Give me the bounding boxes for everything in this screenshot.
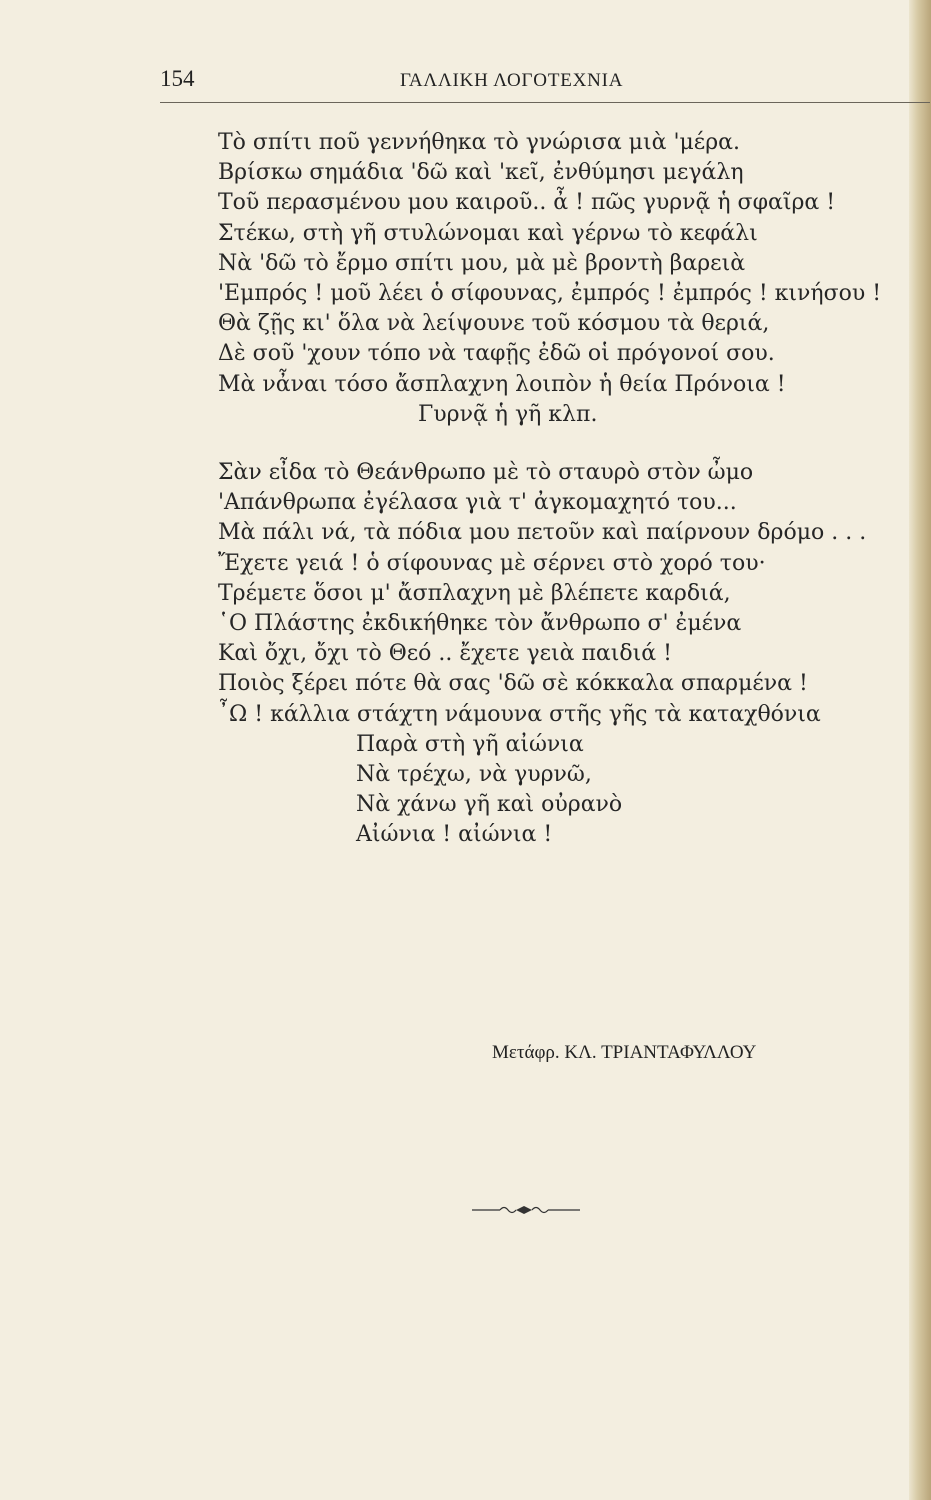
poem-line: Στέκω, στὴ γῆ στυλώνομαι καὶ γέρνω τὸ κεφάλι: [218, 220, 758, 246]
page-number: 154: [160, 66, 195, 91]
refrain-line: Γυρνᾷ ἡ γῆ κλπ.: [418, 401, 598, 427]
closing-line: Νὰ χάνω γῆ καὶ οὐρανὸ: [356, 792, 623, 818]
stanza-2: [218, 458, 918, 851]
header-rule: [160, 102, 930, 103]
poem-line: Μὰ πάλι νά, τὰ πόδια μου πετοῦν καὶ παίρνουν δρόμο . . .: [218, 520, 867, 546]
poem-line: 'Εμπρός ! μοῦ λέει ὁ σίφουνας, ἐμπρός ! ἐμπρός ! κινήσου !: [218, 281, 882, 307]
poem-line: 'Απάνθρωπα ἐγέλασα γιὰ τ' ἀγκομαχητό του...: [218, 490, 737, 516]
poem-line: Δὲ σοῦ 'χουν τόπο νὰ ταφῇς ἐδῶ οἱ πρόγονοί σου.: [218, 341, 775, 367]
poem-line: Τὸ σπίτι ποῦ γεννήθηκα τὸ γνώρισα μιὰ 'μέρα.: [218, 130, 740, 155]
poem-line: ῏Ω ! κάλλια στάχτη νάμουνα στῆς γῆς τὰ καταχθόνια: [218, 701, 821, 727]
poem-line: Τοῦ περασμένου μου καιροῦ.. ἆ ! πῶς γυρνᾷ ἡ σφαῖρα !: [218, 190, 836, 216]
closing-line: Νὰ τρέχω, νὰ γυρνῶ,: [356, 762, 592, 788]
poem-line: Θὰ ζῇς κι' ὅλα νὰ λείψουνε τοῦ κόσμου τὰ θεριά,: [218, 311, 770, 337]
poem-line: Βρίσκω σημάδια 'δῶ καὶ 'κεῖ, ἐνθύμησι μεγάλη: [218, 160, 744, 186]
stanza-1: [218, 128, 918, 430]
poem-line: ῾Ο Πλάστης ἐκδικήθηκε τὸν ἄνθρωπο σ' ἐμένα: [218, 611, 742, 637]
translator-credit: Μετάφρ. ΚΛ. ΤΡΙΑΝΤΑΦΥΛΛΟΥ: [492, 1042, 757, 1063]
poem: [218, 128, 918, 851]
closing-line: Παρὰ στὴ γῆ αἰώνια: [356, 731, 584, 757]
poem-line: Ἔχετε γειά ! ὁ σίφουνας μὲ σέρνει στὸ χορό του·: [218, 550, 766, 576]
closing-line: Αἰώνια ! αἰώνια !: [356, 822, 553, 848]
poem-line: Καὶ ὄχι, ὄχι τὸ Θεό .. ἔχετε γειὰ παιδιά !: [218, 641, 672, 667]
poem-line: Ποιὸς ξέρει πότε θὰ σας 'δῶ σὲ κόκκαλα σπαρμένα !: [218, 671, 808, 697]
page-header: [160, 66, 930, 106]
poem-line: Νὰ 'δῶ τὸ ἔρμο σπίτι μου, μὰ μὲ βροντὴ βαρειὰ: [218, 250, 746, 276]
poem-line: Σὰν εἶδα τὸ Θεάνθρωπο μὲ τὸ σταυρὸ στὸν ὦμο: [218, 460, 754, 486]
running-title: ΓΑΛΛΙΚΗ ΛΟΓΟΤΕΧΝΙΑ: [400, 70, 624, 91]
poem-line: Μὰ νἆναι τόσο ἄσπλαχνη λοιπὸν ἡ θεία Πρόνοια !: [218, 371, 786, 397]
end-ornament-icon: [470, 1200, 582, 1220]
poem-line: Τρέμετε ὅσοι μ' ἄσπλαχνη μὲ βλέπετε καρδιά,: [218, 580, 731, 606]
